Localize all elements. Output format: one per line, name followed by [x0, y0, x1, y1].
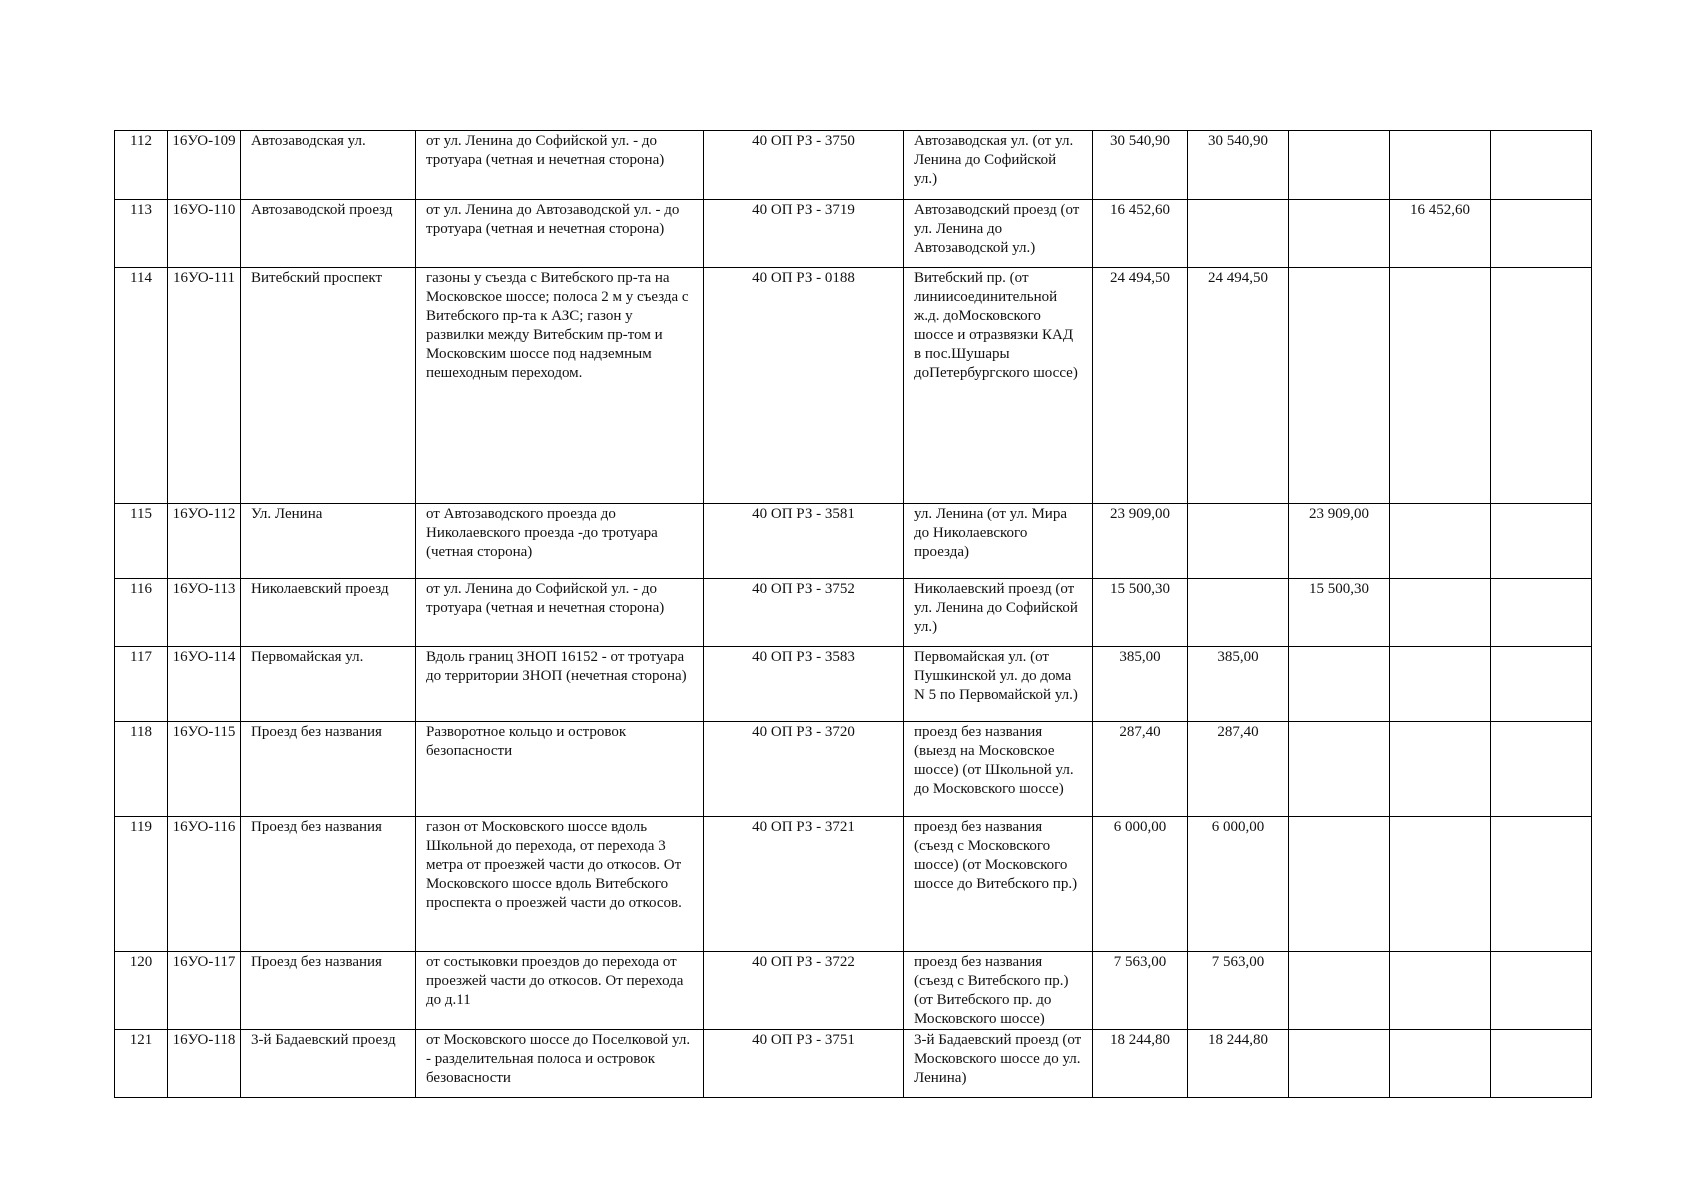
registry-number: 40 ОП РЗ - 3722 [704, 952, 904, 1030]
area-total: 7 563,00 [1093, 952, 1188, 1030]
area-col-4 [1491, 1030, 1592, 1098]
area-col-1: 30 540,90 [1188, 131, 1289, 200]
section-description: от ул. Ленина до Софийской ул. - до тротуара (четная и нечетная сторона) [416, 579, 704, 647]
street-name: Проезд без названия [241, 952, 416, 1030]
street-name: Ул. Ленина [241, 504, 416, 579]
row-number: 115 [115, 504, 168, 579]
area-col-4 [1491, 817, 1592, 952]
area-col-2 [1289, 1030, 1390, 1098]
area-col-2 [1289, 268, 1390, 504]
area-total: 385,00 [1093, 647, 1188, 722]
object-code: 16УО-113 [168, 579, 241, 647]
table-row [115, 504, 1592, 579]
area-col-4 [1491, 722, 1592, 817]
area-total: 30 540,90 [1093, 131, 1188, 200]
section-description: от Автозаводского проезда до Николаевского проезда -до тротуара (четная сторона) [416, 504, 704, 579]
road-name: Первомайская ул. (от Пушкинской ул. до дома N 5 по Первомайской ул.) [904, 647, 1093, 722]
area-col-4 [1491, 131, 1592, 200]
row-number: 114 [115, 268, 168, 504]
road-name: Николаевский проезд (от ул. Ленина до Софийской ул.) [904, 579, 1093, 647]
object-code: 16УО-112 [168, 504, 241, 579]
street-name: Витебский проспект [241, 268, 416, 504]
table-row [115, 647, 1592, 722]
row-number: 113 [115, 200, 168, 268]
area-total: 15 500,30 [1093, 579, 1188, 647]
area-col-4 [1491, 200, 1592, 268]
area-col-3 [1390, 817, 1491, 952]
road-name: Автозаводский проезд (от ул. Ленина до Автозаводской ул.) [904, 200, 1093, 268]
area-col-4 [1491, 579, 1592, 647]
area-col-1 [1188, 579, 1289, 647]
street-name: Проезд без названия [241, 817, 416, 952]
table-row [115, 817, 1592, 952]
object-code: 16УО-118 [168, 1030, 241, 1098]
table-row [115, 579, 1592, 647]
section-description: газоны у съезда с Витебского пр-та на Московское шоссе; полоса 2 м у съезда с Витебского пр-та к АЗС; газон у развилки между Витебским пр-том и Московским шоссе под надземным пешеходным переходом. [416, 268, 704, 504]
object-code: 16УО-110 [168, 200, 241, 268]
row-number: 112 [115, 131, 168, 200]
street-name: Николаевский проезд [241, 579, 416, 647]
street-name: Проезд без названия [241, 722, 416, 817]
area-col-1: 18 244,80 [1188, 1030, 1289, 1098]
area-col-3 [1390, 579, 1491, 647]
row-number: 116 [115, 579, 168, 647]
road-name: ул. Ленина (от ул. Мира до Николаевского проезда) [904, 504, 1093, 579]
table-row [115, 268, 1592, 504]
area-col-1: 24 494,50 [1188, 268, 1289, 504]
area-col-4 [1491, 952, 1592, 1030]
object-code: 16УО-117 [168, 952, 241, 1030]
registry-number: 40 ОП РЗ - 0188 [704, 268, 904, 504]
row-number: 119 [115, 817, 168, 952]
registry-number: 40 ОП РЗ - 3721 [704, 817, 904, 952]
object-code: 16УО-115 [168, 722, 241, 817]
row-number: 120 [115, 952, 168, 1030]
road-name: проезд без названия (съезд с Витебского пр.) (от Витебского пр. до Московского шоссе) [904, 952, 1093, 1030]
area-col-4 [1491, 647, 1592, 722]
area-total: 24 494,50 [1093, 268, 1188, 504]
area-col-4 [1491, 268, 1592, 504]
street-name: Автозаводской проезд [241, 200, 416, 268]
registry-number: 40 ОП РЗ - 3750 [704, 131, 904, 200]
area-col-2 [1289, 200, 1390, 268]
table-row [115, 952, 1592, 1030]
area-col-2 [1289, 722, 1390, 817]
area-col-3 [1390, 647, 1491, 722]
road-name: Автозаводская ул. (от ул. Ленина до Софийской ул.) [904, 131, 1093, 200]
street-name: 3-й Бадаевский проезд [241, 1030, 416, 1098]
area-col-3 [1390, 131, 1491, 200]
section-description: от ул. Ленина до Софийской ул. - до тротуара (четная и нечетная сторона) [416, 131, 704, 200]
area-col-3 [1390, 1030, 1491, 1098]
section-description: от состыковки проездов до перехода от проезжей части до откосов. От перехода до д.11 [416, 952, 704, 1030]
section-description: от Московского шоссе до Поселковой ул. - разделительная полоса и островок безовасности [416, 1030, 704, 1098]
roads-table [114, 130, 1592, 1098]
registry-number: 40 ОП РЗ - 3583 [704, 647, 904, 722]
area-col-2 [1289, 817, 1390, 952]
section-description: Разворотное кольцо и островок безопасности [416, 722, 704, 817]
row-number: 121 [115, 1030, 168, 1098]
area-col-1 [1188, 504, 1289, 579]
registry-number: 40 ОП РЗ - 3752 [704, 579, 904, 647]
area-col-2 [1289, 131, 1390, 200]
area-col-2: 15 500,30 [1289, 579, 1390, 647]
table-row [115, 131, 1592, 200]
area-col-2: 23 909,00 [1289, 504, 1390, 579]
area-col-3: 16 452,60 [1390, 200, 1491, 268]
road-name: 3-й Бадаевский проезд (от Московского шоссе до ул. Ленина) [904, 1030, 1093, 1098]
area-col-1: 7 563,00 [1188, 952, 1289, 1030]
section-description: от ул. Ленина до Автозаводской ул. - до тротуара (четная и нечетная сторона) [416, 200, 704, 268]
area-col-3 [1390, 504, 1491, 579]
object-code: 16УО-109 [168, 131, 241, 200]
row-number: 118 [115, 722, 168, 817]
area-col-4 [1491, 504, 1592, 579]
area-col-1 [1188, 200, 1289, 268]
road-name: Витебский пр. (от линиисоединительной ж.д. доМосковского шоссе и отразвязки КАД в пос.Шушары доПетербургского шоссе) [904, 268, 1093, 504]
street-name: Первомайская ул. [241, 647, 416, 722]
area-total: 287,40 [1093, 722, 1188, 817]
area-col-2 [1289, 647, 1390, 722]
area-total: 18 244,80 [1093, 1030, 1188, 1098]
row-number: 117 [115, 647, 168, 722]
area-total: 16 452,60 [1093, 200, 1188, 268]
object-code: 16УО-116 [168, 817, 241, 952]
area-col-3 [1390, 952, 1491, 1030]
registry-number: 40 ОП РЗ - 3720 [704, 722, 904, 817]
area-col-3 [1390, 722, 1491, 817]
object-code: 16УО-114 [168, 647, 241, 722]
object-code: 16УО-111 [168, 268, 241, 504]
area-col-1: 6 000,00 [1188, 817, 1289, 952]
area-total: 6 000,00 [1093, 817, 1188, 952]
registry-number: 40 ОП РЗ - 3719 [704, 200, 904, 268]
street-name: Автозаводская ул. [241, 131, 416, 200]
area-total: 23 909,00 [1093, 504, 1188, 579]
section-description: Вдоль границ ЗНОП 16152 - от тротуара до территории ЗНОП (нечетная сторона) [416, 647, 704, 722]
registry-number: 40 ОП РЗ - 3581 [704, 504, 904, 579]
table-row [115, 722, 1592, 817]
area-col-2 [1289, 952, 1390, 1030]
table-row [115, 200, 1592, 268]
road-name: проезд без названия (выезд на Московское шоссе) (от Школьной ул. до Московского шоссе) [904, 722, 1093, 817]
road-name: проезд без названия (съезд с Московского шоссе) (от Московского шоссе до Витебского пр.) [904, 817, 1093, 952]
area-col-3 [1390, 268, 1491, 504]
registry-number: 40 ОП РЗ - 3751 [704, 1030, 904, 1098]
area-col-1: 385,00 [1188, 647, 1289, 722]
section-description: газон от Московского шоссе вдоль Школьной до перехода, от перехода 3 метра от проезжей части до откосов. От Московского шоссе вдоль Витебского проспекта о проезжей части до откосов. [416, 817, 704, 952]
table-row [115, 1030, 1592, 1098]
area-col-1: 287,40 [1188, 722, 1289, 817]
